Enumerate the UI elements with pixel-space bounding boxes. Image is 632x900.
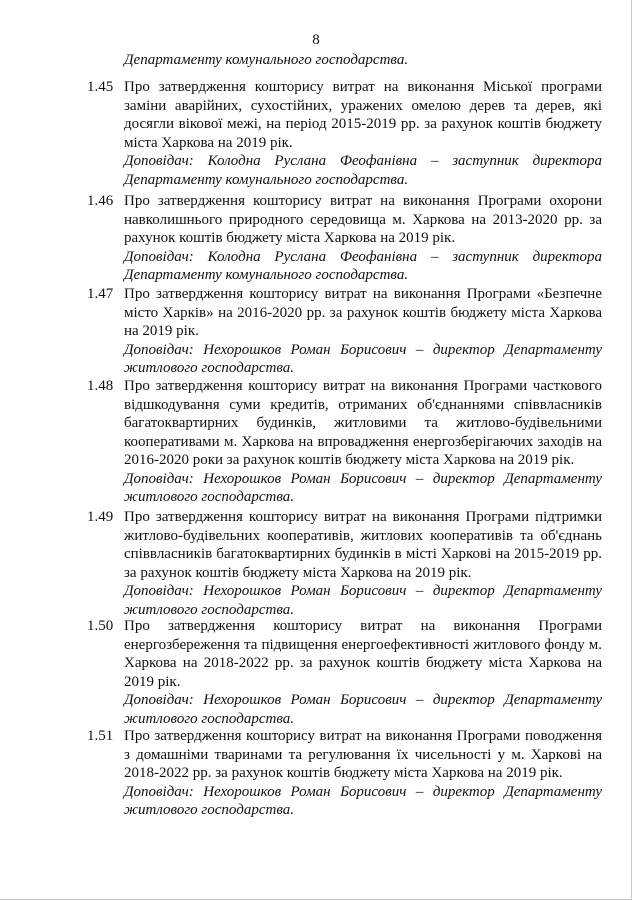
item-number: 1.47 <box>87 286 114 302</box>
item-text: Про затвердження кошторису витрат на виконання Програми «Безпечне місто Харків» на 2016-2020 рр. за рахунок коштів бюджету міста Харкова на 2019 рік. <box>124 286 602 339</box>
agenda-item <box>87 78 602 189</box>
item-number: 1.46 <box>87 193 114 209</box>
agenda-item <box>87 508 602 619</box>
item-text: Про затвердження кошторису витрат на виконання Міської програми заміни аварійних, сухостійних, уражених омелою дерев та дерев, які досягли вікової межі, на період 2015-2019 рр. за рахунок коштів бюджету міста Харкова на 2019 рік. <box>124 79 602 151</box>
item-number: 1.50 <box>87 618 114 634</box>
item-speaker: Доповідач: Нехорошков Роман Борисович – директор Департаменту житлового господарства. <box>124 692 602 727</box>
item-number: 1.51 <box>87 728 114 744</box>
item-speaker: Доповідач: Нехорошков Роман Борисович – директор Департаменту житлового господарства. <box>124 470 602 505</box>
item-text: Про затвердження кошторису витрат на виконання Програми часткового відшкодування суми кредитів, отриманих об'єднаннями співвласників багатоквартирних будинків, житловими та житлово-будівельними кооперативами м. Харкова на впровадження енергозберігаючих заходів на 2016-2020 роки за рахунок коштів бюджету міста Харкова на 2019 рік. <box>124 378 602 468</box>
agenda-item <box>87 727 602 820</box>
item-number: 1.49 <box>87 509 114 525</box>
item-text: Про затвердження кошторису витрат на виконання Програми поводження з домашніми тваринами та регулювання їх чисельності у м. Харкові на 2018-2022 рр. за рахунок коштів бюджету міста Харкова на 2019 рік. <box>124 728 602 781</box>
agenda-item <box>87 285 602 378</box>
continued-speaker-line: Департаменту комунального господарства. <box>124 52 409 68</box>
item-text: Про затвердження кошторису витрат на виконання Програми підтримки житлово-будівельних кооперативів, житлових кооперативів та об'єднань співвласників багатоквартирних будинків в місті Харкові на 2015-2019 рр. за рахунок коштів бюджету міста Харкова на 2019 рік. <box>124 509 602 581</box>
item-text: Про затвердження кошторису витрат на виконання Програми енергозбереження та підвищення енергоефективності житлового фонду м. Харкова на 2018-2022 рр. за рахунок коштів бюджету міста Харкова на 2019 рік. <box>124 618 602 690</box>
item-number: 1.48 <box>87 378 114 394</box>
item-speaker: Доповідач: Нехорошков Роман Борисович – директор Департаменту житлового господарства. <box>124 341 602 376</box>
page-number: 8 <box>312 32 320 48</box>
agenda-item <box>87 377 602 507</box>
item-text: Про затвердження кошторису витрат на виконання Програми охорони навколишнього природного середовища м. Харкова на 2013-2020 рр. за рахунок коштів бюджету міста Харкова на 2019 рік. <box>124 193 602 246</box>
agenda-item <box>87 617 602 728</box>
item-speaker: Доповідач: Колодна Руслана Феофанівна – заступник директора Департаменту комунального господарства. <box>124 153 602 188</box>
item-speaker: Доповідач: Нехорошков Роман Борисович – директор Департаменту житлового господарства. <box>124 783 602 818</box>
item-speaker: Доповідач: Нехорошков Роман Борисович – директор Департаменту житлового господарства. <box>124 583 602 618</box>
item-number: 1.45 <box>87 79 114 95</box>
agenda-item <box>87 192 602 285</box>
item-speaker: Доповідач: Колодна Руслана Феофанівна – заступник директора Департаменту комунального господарства. <box>124 248 602 283</box>
